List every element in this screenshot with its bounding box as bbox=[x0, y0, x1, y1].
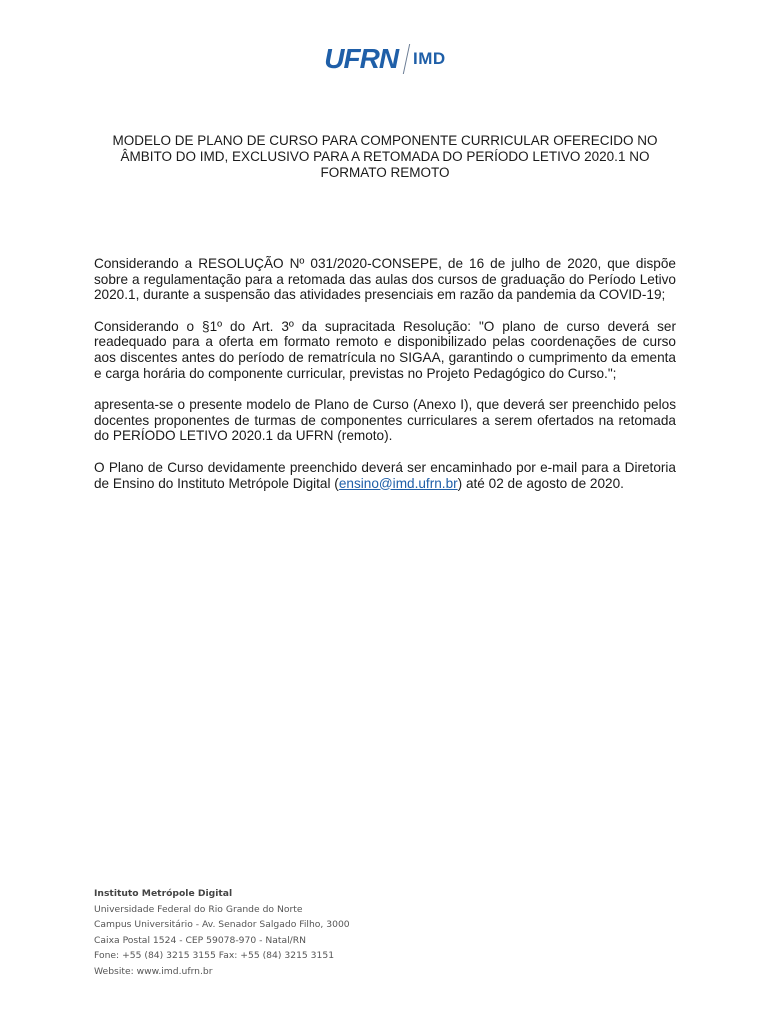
paragraph-submission bbox=[94, 460, 676, 491]
email-link[interactable]: ensino@imd.ufrn.br bbox=[338, 475, 458, 491]
imd-logo-text: IMD bbox=[413, 49, 446, 68]
footer-postal: Caixa Postal 1524 - CEP 59078-970 - Natal/RN bbox=[94, 934, 307, 946]
logo-divider bbox=[403, 44, 410, 74]
paragraph-model: apresenta-se o presente modelo de Plano de Curso (Anexo I), que deverá ser preenchido pelos docentes proponentes de turmas de componentes curriculares a serem ofertados na retomada do PERÍODO LETIVO 2020.1 da UFRN (remoto). bbox=[94, 397, 676, 444]
submission-text-before: O Plano de Curso devidamente preenchido deverá ser encaminhado por e-mail para a Diretoria de Ensino do Instituto Metrópole Digital ( bbox=[94, 459, 676, 491]
document-title bbox=[80, 133, 690, 181]
title-line-3: FORMATO REMOTO bbox=[320, 165, 450, 180]
title-line-2: ÂMBITO DO IMD, EXCLUSIVO PARA A RETOMADA DO PERÍODO LETIVO 2020.1 NO bbox=[120, 149, 650, 164]
title-line-1: MODELO DE PLANO DE CURSO PARA COMPONENTE CURRICULAR OFERECIDO NO bbox=[112, 133, 658, 148]
submission-text-after: ) até 02 de agosto de 2020. bbox=[457, 475, 624, 491]
footer-university: Universidade Federal do Rio Grande do Norte bbox=[94, 903, 303, 915]
footer-org-name: Instituto Metrópole Digital bbox=[94, 888, 233, 899]
ufrn-imd-logo bbox=[0, 42, 770, 76]
footer-campus: Campus Universitário - Av. Senador Salgado Filho, 3000 bbox=[94, 919, 350, 930]
paragraph-article: Considerando o §1º do Art. 3º da supracitada Resolução: "O plano de curso deverá ser readequado para a oferta em formato remoto e disponibilizado pelas coordenações de curso aos discentes antes do período de rematrícula no SIGAA, garantindo o cumprimento da ementa e carga horária do componente curricular, previstas no Projeto Pedagógico do Curso."; bbox=[94, 318, 676, 381]
ufrn-logo bbox=[324, 42, 398, 76]
document-body bbox=[94, 256, 676, 507]
footer-address bbox=[94, 886, 494, 979]
paragraph-resolution: Considerando a RESOLUÇÃO Nº 031/2020-CONSEPE, de 16 de julho de 2020, que dispõe sobre a regulamentação para a retomada das aulas dos cursos de graduação do Período Letivo 2020.1, durante a suspensão das atividades presenciais em razão da pandemia da COVID-19; bbox=[94, 256, 676, 303]
ufrn-logo-text: UFRN bbox=[324, 43, 399, 74]
footer-website: Website: www.imd.ufrn.br bbox=[94, 965, 213, 977]
footer-phone: Fone: +55 (84) 3215 3155 Fax: +55 (84) 3215 3151 bbox=[94, 950, 335, 961]
